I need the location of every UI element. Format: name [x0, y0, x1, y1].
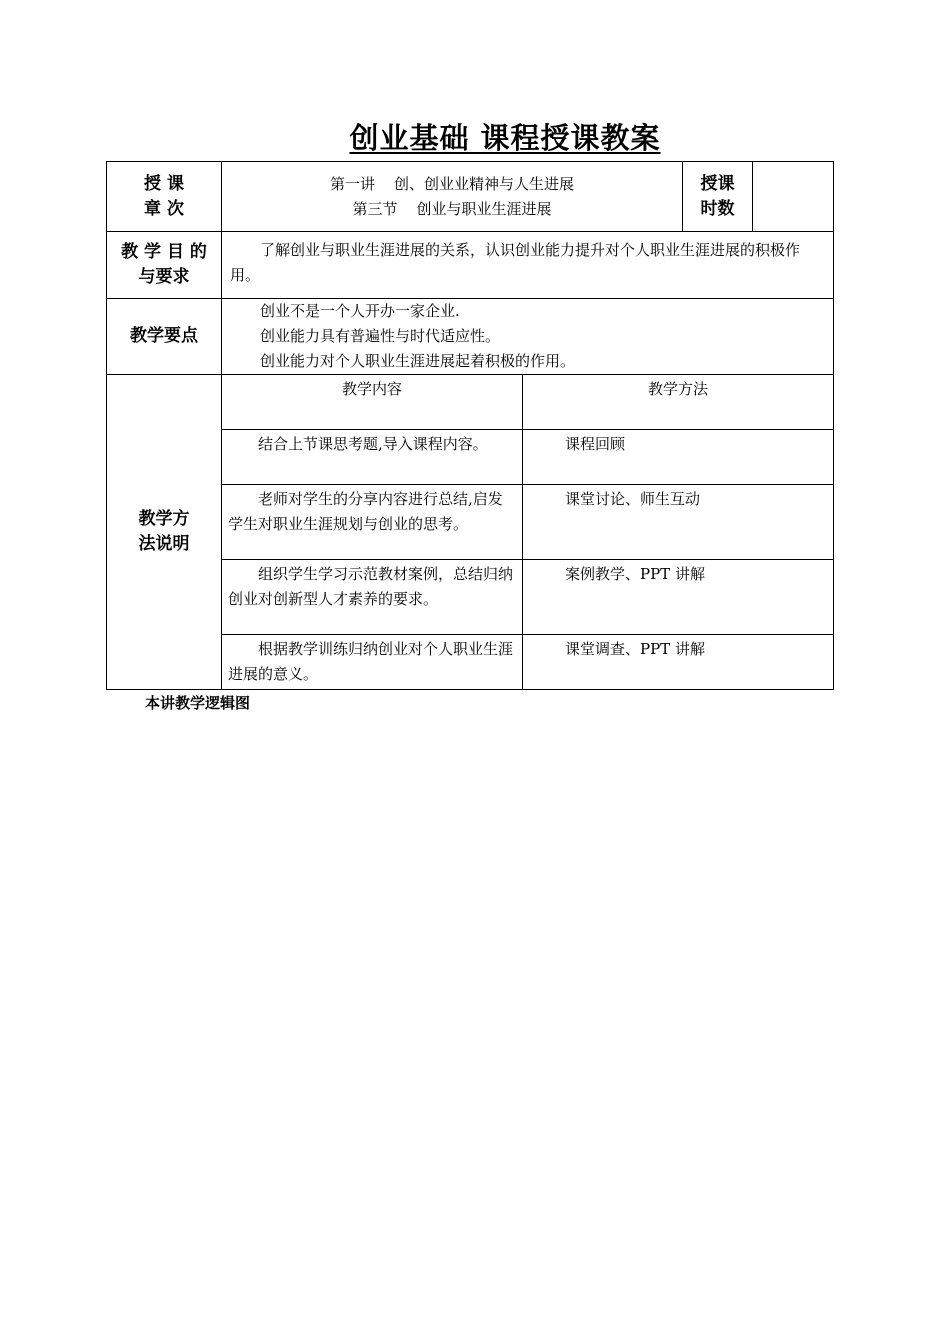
- title-part-2: 课程授课教案: [469, 121, 661, 155]
- objectives-text: 了解创业与职业生涯进展的关系，认识创业能力提升对个人职业生涯进展的积极作用。: [230, 241, 801, 284]
- key-point-item: 创业能力对个人职业生涯进展起着积极的作用。: [260, 352, 576, 370]
- table-row-method: 课程回顾: [523, 430, 834, 485]
- table-row-content: [222, 485, 523, 560]
- method-column-header: 教学方法: [523, 375, 834, 430]
- row-content-text: 根据教学训练归纳创业对个人职业生涯进展的意义。: [228, 640, 514, 683]
- title-part-1: 创业基础: [349, 121, 470, 155]
- content-column-header: 教学内容: [222, 375, 523, 430]
- row-content-text: 组织学生学习示范教材案例，总结归纳创业对创新型人才素养的要求。: [228, 565, 514, 608]
- methods-label-line-2: 法说明: [138, 534, 190, 554]
- page-title: [0, 116, 950, 157]
- table-row-method: 课堂调查、PPT 讲解: [523, 635, 834, 690]
- table-row-method: 课堂讨论、师生互动: [523, 485, 834, 560]
- hours-label-cell: [683, 162, 753, 232]
- table-row-method: 案例教学、PPT 讲解: [523, 560, 834, 635]
- objectives-text-cell: [222, 232, 834, 299]
- objectives-label-line-2: 与要求: [138, 267, 190, 287]
- table-row-content: [222, 560, 523, 635]
- chapter-line-2: 第三节 创业与职业生涯进展: [352, 199, 552, 218]
- methods-label-line-1: 教学方: [138, 509, 190, 529]
- logic-diagram-heading: 本讲教学逻辑图: [145, 694, 251, 712]
- key-points-cell: [222, 299, 834, 375]
- objectives-label-line-1: 教 学 目 的: [121, 242, 207, 262]
- chapter-value-cell: [222, 162, 683, 232]
- row-content-text: 结合上节课思考题,导入课程内容。: [258, 435, 488, 453]
- methods-label-cell: [107, 375, 222, 690]
- row-content-text: 老师对学生的分享内容进行总结,启发学生对职业生涯规划与创业的思考。: [228, 490, 503, 533]
- hours-label-line-2: 时数: [700, 198, 735, 219]
- table-row-content: [222, 635, 523, 690]
- lesson-plan-table: [106, 161, 834, 690]
- chapter-label-cell: [107, 162, 222, 232]
- chapter-label-line-2: 章 次: [144, 198, 184, 219]
- objectives-label-cell: [107, 232, 222, 299]
- table-row-content: [222, 430, 523, 485]
- hours-value-cell: [753, 162, 834, 232]
- hours-label-line-1: 授课: [700, 173, 735, 194]
- key-point-item: 创业能力具有普遍性与时代适应性。: [260, 327, 501, 345]
- key-points-label-cell: 教学要点: [107, 299, 222, 375]
- key-point-item: 创业不是一个人开办一家企业.: [260, 302, 460, 320]
- chapter-line-1: 第一讲 创、创业业精神与人生进展: [329, 174, 575, 193]
- chapter-label-line-1: 授 课: [144, 173, 184, 194]
